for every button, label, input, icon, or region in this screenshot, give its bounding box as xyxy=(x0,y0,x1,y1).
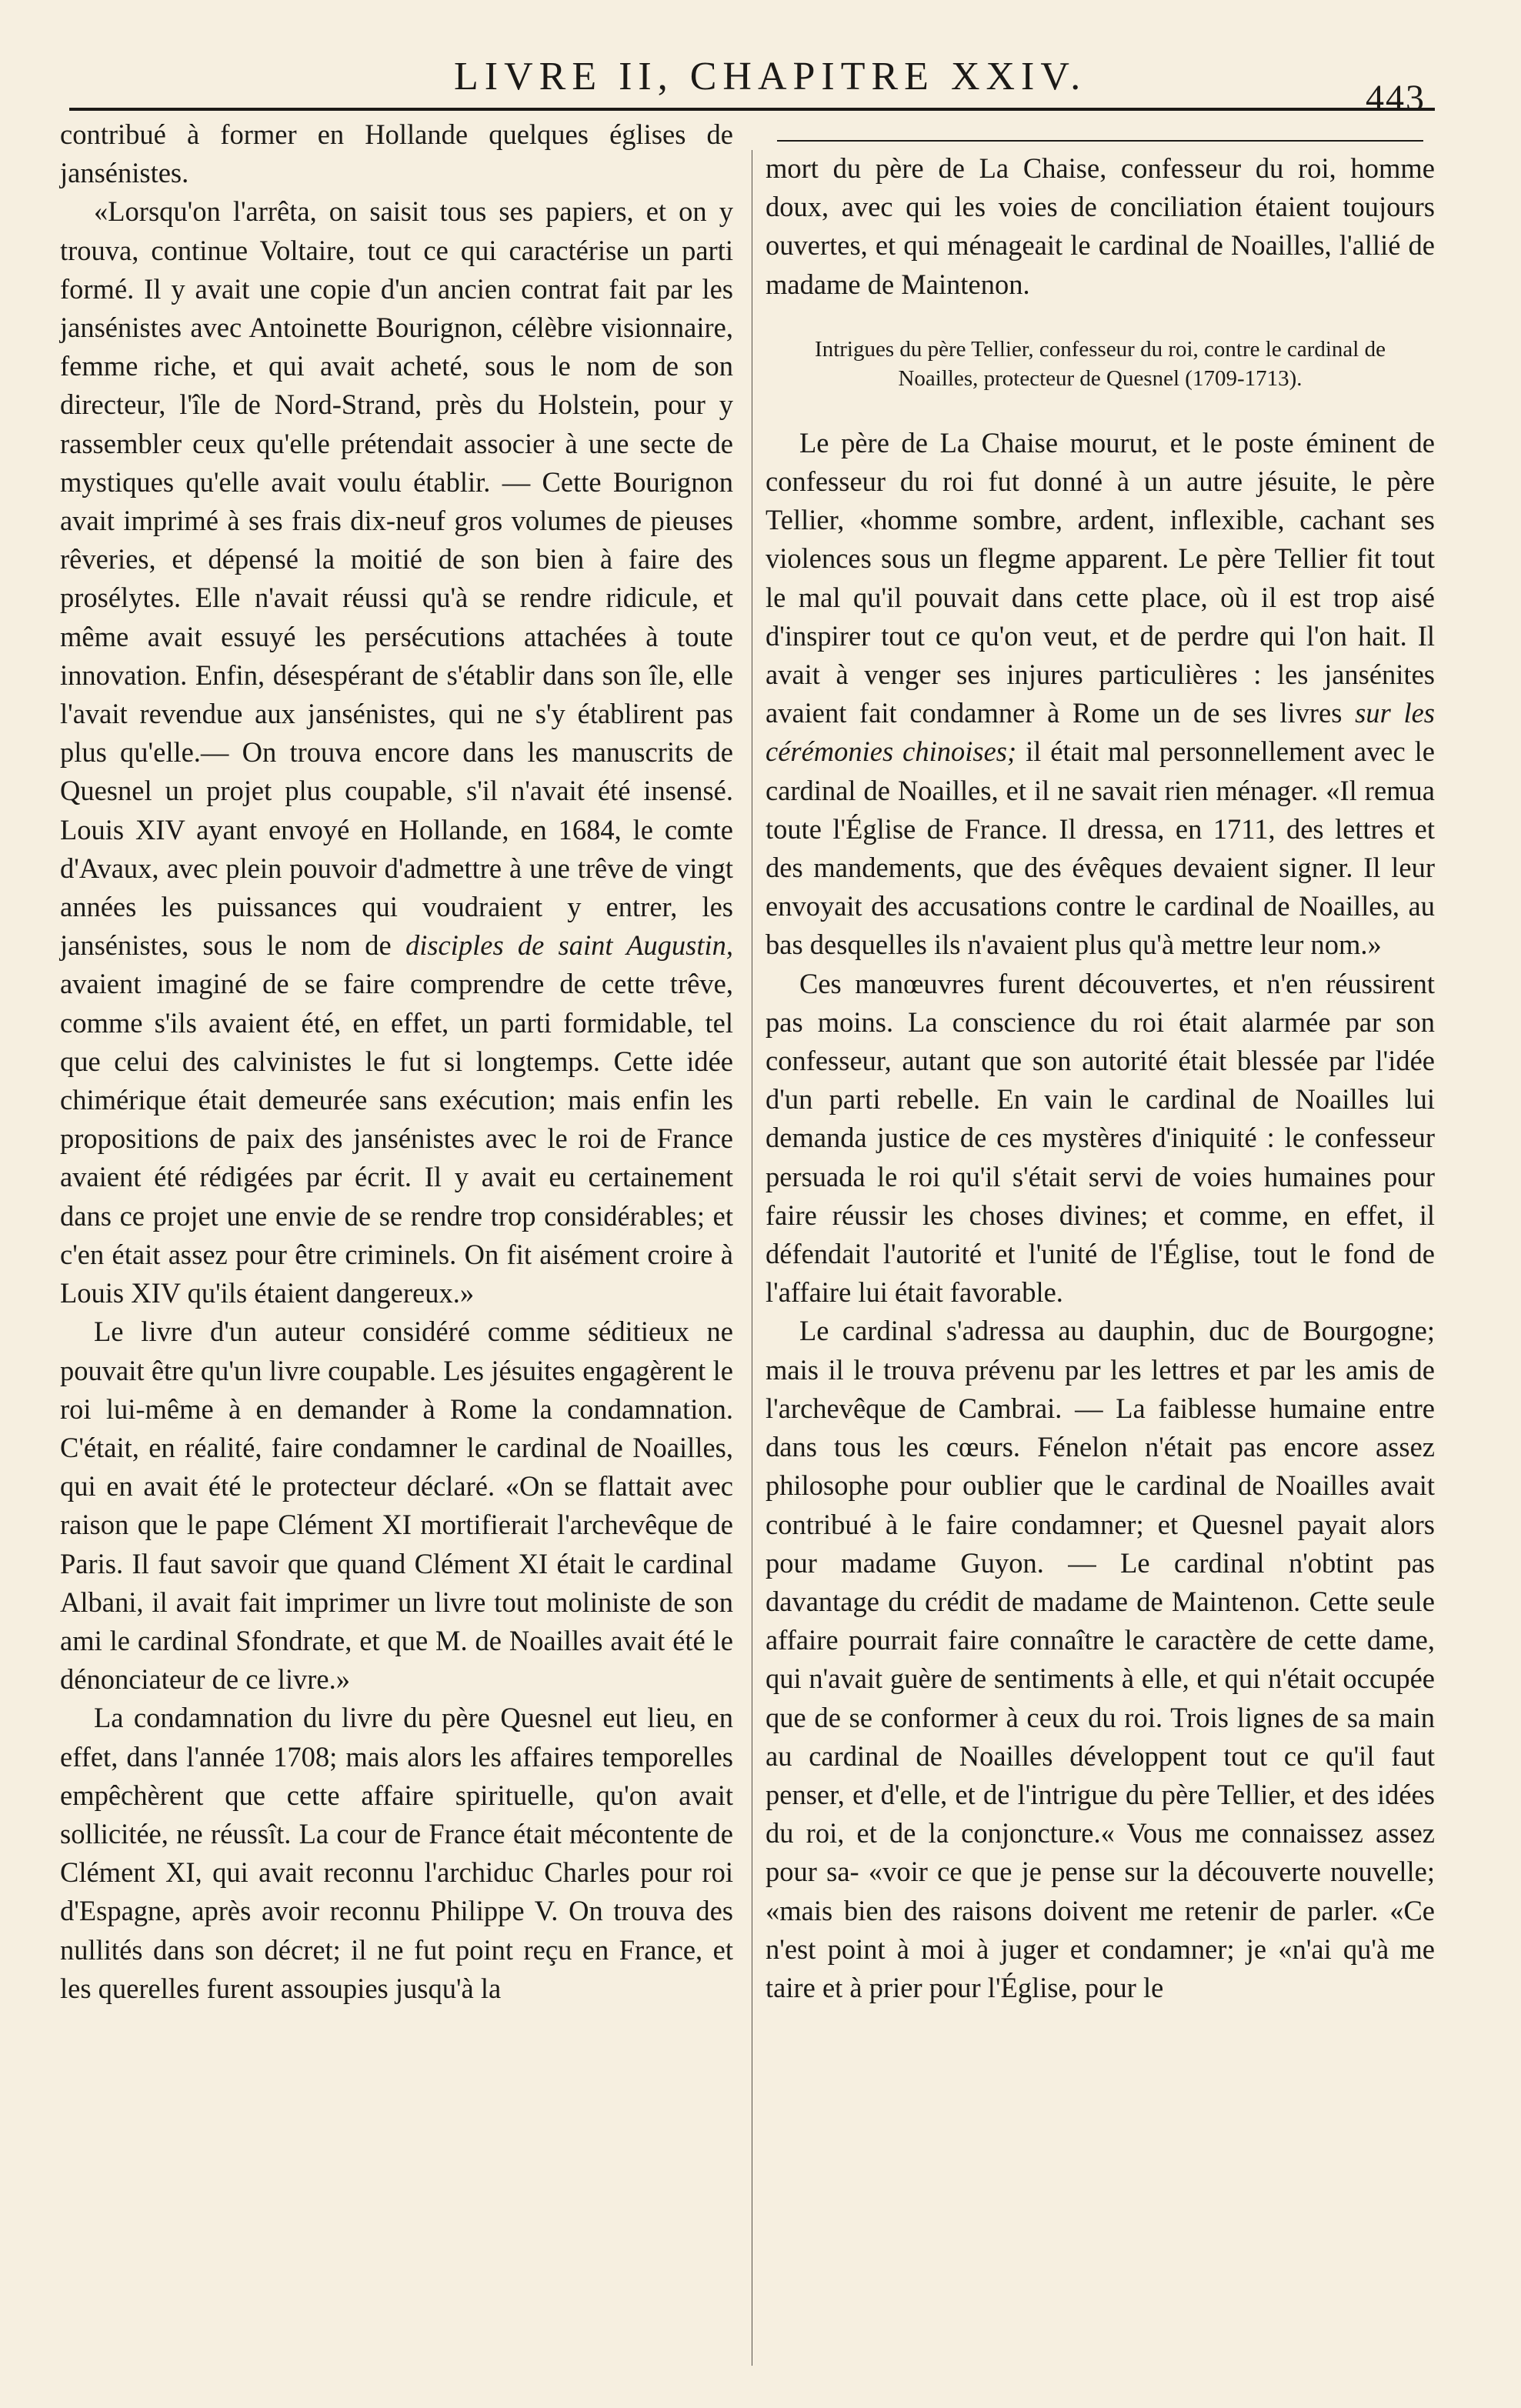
page-header xyxy=(0,38,1521,118)
header-rule xyxy=(69,108,1435,111)
paragraph: La condamnation du livre du père Quesnel eut lieu, en effet, dans l'année 1708; mais alors les affaires temporelles empêchèrent que cette affaire spirituelle, qu'on avait sollicitée, ne réussît. La cour de France était mécontente de Clément XI, qui avait reconnu l'archiduc Charles pour roi d'Espagne, après avoir reconnu Philippe V. On trouva des nullités dans son décret; il ne fut point reçu en France, et les querelles furent assoupies jusqu'à la xyxy=(60,1702,733,2004)
italic-title: disciples de saint Augustin, xyxy=(405,929,733,962)
right-column xyxy=(766,149,1435,2007)
paragraph xyxy=(766,424,1435,965)
paragraph-text: Le père de La Chaise mourut, et le poste éminent de confesseur du roi fut donné à un autre jésuite, le père Tellier, «homme sombre, ardent, inflexible, cachant ses violences sous un flegme apparent. Le père Tellier fit tout le mal qu'il pouvait dans cette place, où il est trop aisé d'inspirer tout ce qu'on veut, et de perdre qui l'on hait. Il avait à venger ses injures particulières : les jansénites avaient fait condamner à Rome un de ses livres xyxy=(766,426,1435,729)
paragraph-text: «Lorsqu'on l'arrêta, on saisit tous ses papiers, et on y trouva, continue Voltaire, tout ce qui caractérise un parti formé. Il y avait une copie d'un ancien contrat fait par les jansénistes avec Antoinette Bourignon, célèbre visionnaire, femme riche, et qui avait acheté, sous le nom de son directeur, l'île de Nord-Strand, près du Holstein, pour y rassembler ceux qu'elle prétendait associer à une secte de mystiques qu'elle avait voulu établir. — Cette Bourignon avait imprimé à ses frais dix-neuf gros volumes de pieuses rêveries, et dépensé la moitié de son bien à faire des prosélytes. Elle n'avait réussi qu'à se rendre ridicule, et même avait essuyé les persécutions attachées à toute innovation. Enfin, désespérant de s'établir dans son île, elle l'avait revendue aux jansénistes, qui ne s'y établirent pas plus qu'elle.— On trouva encore dans les manuscrits de Quesnel un projet plus coupable, s'il n'avait été insensé. Louis XIV ayant envoyé en Hollande, en 1684, le comte d'Avaux, avec plein pouvoir d'admettre à une trêve de vingt années les puissances qui voudraient y entrer, les jansénistes, sous le nom de xyxy=(60,195,733,962)
paragraph: Ces manœuvres furent découvertes, et n'en réussirent pas moins. La conscience du roi était alarmée par son confesseur, autant que son autorité était blessée par l'idée d'un parti rebelle. En vain le cardinal de Noailles lui demanda justice de ces mystères d'iniquité : le confesseur persuada le roi qu'il s'était servi de voies humaines pour faire réussir les choses divines; et comme, en effet, il défendait l'autorité et l'unité de l'Église, tout le fond de l'affaire lui était favorable. xyxy=(766,967,1435,1309)
left-column xyxy=(60,115,733,2008)
marginal-summary: Intrigues du père Tellier, confesseur du roi, contre le cardinal de Noailles, protecteur de Quesnel (1709-1713). xyxy=(815,336,1386,391)
paragraph: contribué à former en Hollande quelques églises de jansénistes. xyxy=(60,118,733,189)
paragraph: Le livre d'un auteur considéré comme séditieux ne pouvait être qu'un livre coupable. Les jésuites engagèrent le roi lui-même à en demander à Rome la condamnation. C'était, en réalité, faire condamner le cardinal de Noailles, qui en avait été le protecteur déclaré. «On se flattait avec raison que le pape Clément XI mortifierait l'archevêque de Paris. Il faut savoir que quand Clément XI était le cardinal Albani, il avait fait imprimer un livre tout moliniste de son ami le cardinal Sfondrate, et que M. de Noailles avait été le dénonciateur de ce livre.» xyxy=(60,1316,733,1696)
paragraph: Le cardinal s'adressa au dauphin, duc de Bourgogne; mais il le trouva prévenu par les lettres et par les amis de l'archevêque de Cambrai. — La faiblesse humaine entre dans tous les cœurs. Fénelon n'était pas encore assez philosophe pour oublier que le cardinal de Noailles avait contribué à le faire condamner; et Quesnel payait alors pour madame Guyon. — Le cardinal n'obtint pas davantage du crédit de madame de Maintenon. Cette seule affaire pourrait faire connaître le caractère de cette dame, qui n'avait guère de sentiments à elle, et qui n'était occupée que de se conformer à ceux du roi. Trois lignes de sa main au cardinal de Noailles développent tout ce qu'il faut penser, et d'elle, et de l'intrigue du père Tellier, et des idées du roi, et de la conjoncture.« Vous me connaissez assez pour sa- «voir ce que je pense sur la découverte nouvelle; «mais bien des raisons doivent me retenir de parler. «Ce n'est point à moi à juger et condamner; je «n'ai qu'à me taire et à prier pour l'Église, pour le xyxy=(766,1315,1435,2003)
paragraph-text: il était mal personnellement avec le cardinal de Noailles, et il ne savait rien ménager. «Il remua toute l'Église de France. Il dressa, en 1711, des lettres et des mandements, que des évêques devaient signer. Il leur envoyait des accusations contre le cardinal de Noailles, au bas desquelles ils n'avaient plus qu'à mettre leur nom.» xyxy=(766,735,1435,961)
header-rule-right xyxy=(777,140,1423,142)
paragraph: mort du père de La Chaise, confesseur du roi, homme doux, avec qui les voies de conciliation étaient toujours ouvertes, et qui ménageait le cardinal de Noailles, l'allié de madame de Maintenon. xyxy=(766,152,1435,300)
running-title: LIVRE II, CHAPITRE XXIV. xyxy=(454,55,1087,98)
paragraph-text: avaient imaginé de se faire comprendre de cette trêve, comme s'ils avaient été, en effet, un parti formidable, tel que celui des calvinistes le fut si longtemps. Cette idée chimérique était demeurée sans exécution; mais enfin les propositions de paix des jansénistes avec le roi de France avaient été rédigées par écrit. Il y avait eu certainement dans ce projet une envie de se rendre trop considérables; et c'en était assez pour être criminels. On fit aisément croire à Louis XIV qu'ils étaient dangereux.» xyxy=(60,968,733,1309)
page-number: 443 xyxy=(1366,78,1426,118)
italic-title: sur les cérémonies chinoises; xyxy=(766,697,1435,768)
paragraph xyxy=(60,192,733,1312)
